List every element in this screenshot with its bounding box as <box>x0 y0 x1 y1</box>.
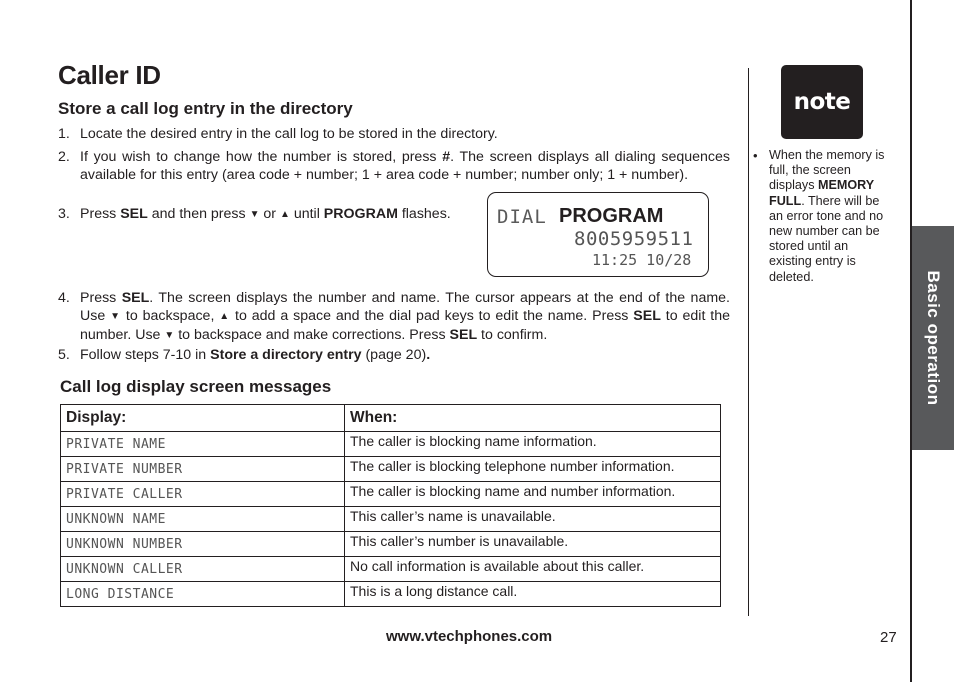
text-run: and then press <box>147 206 250 222</box>
when-cell: This is a long distance call. <box>345 582 721 607</box>
note-badge-label: note <box>793 89 851 115</box>
display-cell: PRIVATE NUMBER <box>61 457 345 482</box>
text-run: . There will be an error tone and no new number can be stored until an existing entry is deleted. <box>769 193 884 284</box>
column-header-display: Display: <box>61 405 345 432</box>
when-cell: This caller’s name is unavailable. <box>345 507 721 532</box>
page-title: Caller ID <box>58 60 161 90</box>
lcd-number: 8005959511 <box>574 228 694 250</box>
text-run: If you wish to change how the number is stored, press <box>80 149 443 165</box>
key-name: SEL <box>449 327 478 343</box>
when-cell: The caller is blocking name information. <box>345 432 721 457</box>
section-heading: Store a call log entry in the directory <box>58 99 353 118</box>
table-row <box>61 482 721 507</box>
key-name: SEL <box>121 290 150 306</box>
step-number: 4. <box>58 290 70 306</box>
cross-reference: Store a directory entry <box>210 347 362 363</box>
section-tab <box>912 226 954 450</box>
table-row <box>61 457 721 482</box>
when-cell: This caller’s number is unavailable. <box>345 532 721 557</box>
text-run: or <box>259 206 280 222</box>
table-row <box>61 557 721 582</box>
up-triangle-icon: ▲ <box>279 209 290 220</box>
step-number: 5. <box>58 347 70 363</box>
table-header-row <box>61 405 721 432</box>
step-text <box>80 346 730 364</box>
column-header-when: When: <box>345 405 721 432</box>
display-messages-table <box>60 404 721 607</box>
key-name: SEL <box>120 206 148 222</box>
step-text <box>80 205 488 224</box>
text-run: to confirm. <box>477 327 548 343</box>
step-text <box>80 148 730 184</box>
down-triangle-icon: ▼ <box>249 209 260 220</box>
text-run: to backspace, <box>121 308 220 324</box>
down-triangle-icon: ▼ <box>164 330 175 341</box>
column-divider <box>748 68 749 616</box>
text-run: to add a space and the dial pad keys to edit the name. Press <box>230 308 634 324</box>
lcd-time: 11:25 10/28 <box>592 251 692 269</box>
note-icon <box>781 65 863 139</box>
table-row <box>61 507 721 532</box>
screen-message: MEMORY FULL <box>769 178 874 208</box>
display-cell: UNKNOWN NAME <box>61 507 345 532</box>
text-run: Locate the desired entry in the call log to be stored in the directory. <box>80 126 498 142</box>
table-row <box>61 582 721 607</box>
key-name: SEL <box>633 308 661 324</box>
text-run: . <box>426 347 431 363</box>
table-heading: Call log display screen messages <box>60 377 332 396</box>
section-tab-label: Basic operation <box>924 270 943 406</box>
step-1 <box>58 125 730 143</box>
step-number: 3. <box>58 206 70 222</box>
when-cell: No call information is available about this caller. <box>345 557 721 582</box>
step-3 <box>58 205 488 224</box>
text-run: . The screen displays all dialing sequences available for this entry (area code + number; 1 + area code + number; number only; 1 + number). <box>80 149 730 183</box>
text-run: until <box>289 206 324 222</box>
display-cell: PRIVATE NAME <box>61 432 345 457</box>
text-run: (page 20) <box>361 347 427 363</box>
note-text <box>769 148 894 285</box>
text-run: Press <box>80 290 122 306</box>
step-text <box>80 125 730 143</box>
bullet-icon: • <box>753 148 758 163</box>
step-number: 2. <box>58 149 70 165</box>
display-cell: UNKNOWN NUMBER <box>61 532 345 557</box>
lcd-program-text: PROGRAM <box>559 205 664 227</box>
text-run: to edit the number. Use <box>80 308 731 343</box>
text-run: . The screen displays the number and name. The cursor appears at the end of the name. Use <box>80 290 730 324</box>
step-text <box>80 289 730 345</box>
display-cell: LONG DISTANCE <box>61 582 345 607</box>
display-cell: PRIVATE CALLER <box>61 482 345 507</box>
key-name: PROGRAM <box>323 206 398 222</box>
when-cell: The caller is blocking name and number information. <box>345 482 721 507</box>
footer-url: www.vtechphones.com <box>386 628 553 645</box>
text-run: Follow steps 7-10 in <box>80 347 211 363</box>
lcd-screen <box>487 192 709 277</box>
table-row <box>61 532 721 557</box>
down-triangle-icon: ▼ <box>110 311 121 322</box>
up-triangle-icon: ▲ <box>219 311 231 322</box>
page-number: 27 <box>880 629 897 646</box>
table-row <box>61 432 721 457</box>
text-run: flashes. <box>397 206 451 222</box>
text-run: When the memory is full, the screen displays <box>769 148 885 193</box>
lcd-dial-text: DIAL <box>497 206 547 228</box>
step-5 <box>58 346 730 364</box>
step-4 <box>58 289 730 345</box>
text-run: Press <box>80 206 121 222</box>
step-number: 1. <box>58 126 70 142</box>
when-cell: The caller is blocking telephone number information. <box>345 457 721 482</box>
step-2 <box>58 148 730 184</box>
text-run: to backspace and make corrections. Press <box>174 327 450 343</box>
key-name: # <box>442 149 451 165</box>
display-cell: UNKNOWN CALLER <box>61 557 345 582</box>
